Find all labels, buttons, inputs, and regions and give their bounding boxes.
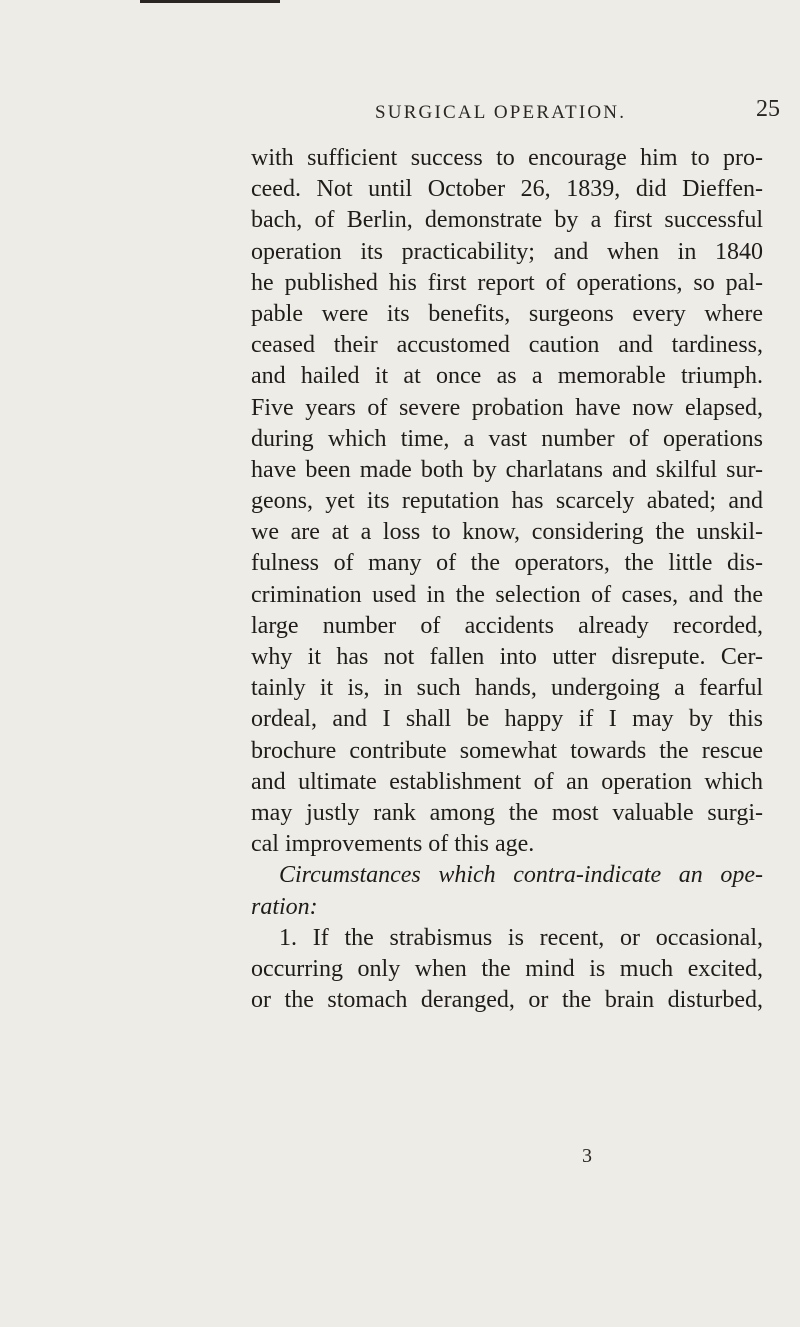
text-line: crimination used in the selection of cases, and the (251, 581, 763, 608)
text-line: fulness of many of the operators, the little dis- (251, 550, 763, 577)
body-text (251, 143, 763, 1016)
text-line: he published his first report of operations, so pal- (251, 269, 763, 296)
text-line: operation its practicability; and when in 1840 (251, 238, 763, 265)
text-line: brochure contribute somewhat towards the rescue (251, 737, 763, 764)
text-line: cal improvements of this age. (251, 831, 535, 858)
top-rule (140, 0, 280, 3)
list-item-line: 1. If the strabismus is recent, or occasional, (279, 924, 763, 951)
text-line: and hailed it at once as a memorable triumph. (251, 363, 763, 390)
text-line: and ultimate establishment of an operation which (251, 768, 763, 795)
text-line: ordeal, and I shall be happy if I may by this (251, 706, 763, 733)
section-heading-line: Circumstances which contra-indicate an ope- (279, 862, 763, 889)
text-line: Five years of severe probation have now elapsed, (251, 394, 763, 421)
text-line: why it has not fallen into utter disrepute. Cer- (251, 644, 763, 670)
signature-mark: 3 (582, 1145, 592, 1167)
text-line: or the stomach deranged, or the brain disturbed, (251, 987, 763, 1014)
running-head: SURGICAL OPERATION. (375, 102, 627, 123)
text-line: tainly it is, in such hands, undergoing a fearful (251, 675, 763, 702)
text-line: pable were its benefits, surgeons every where (251, 300, 763, 327)
text-line: occurring only when the mind is much excited, (251, 955, 763, 982)
text-line: ceased their accustomed caution and tardiness, (251, 332, 763, 359)
text-line: ceed. Not until October 26, 1839, did Dieffen- (251, 176, 763, 203)
page-number: 25 (756, 96, 780, 122)
text-line: geons, yet its reputation has scarcely abated; and (251, 488, 763, 515)
text-line: bach, of Berlin, demonstrate by a first successful (251, 207, 763, 234)
text-line: may justly rank among the most valuable surgi- (251, 799, 763, 826)
section-heading-line: ration: (251, 893, 318, 920)
text-line: during which time, a vast number of operations (251, 425, 763, 452)
text-line: we are at a loss to know, considering the unskil- (251, 519, 763, 546)
text-line: with sufficient success to encourage him to pro- (251, 145, 763, 171)
text-line: large number of accidents already recorded, (251, 612, 763, 639)
text-line: have been made both by charlatans and skilful sur- (251, 456, 763, 483)
